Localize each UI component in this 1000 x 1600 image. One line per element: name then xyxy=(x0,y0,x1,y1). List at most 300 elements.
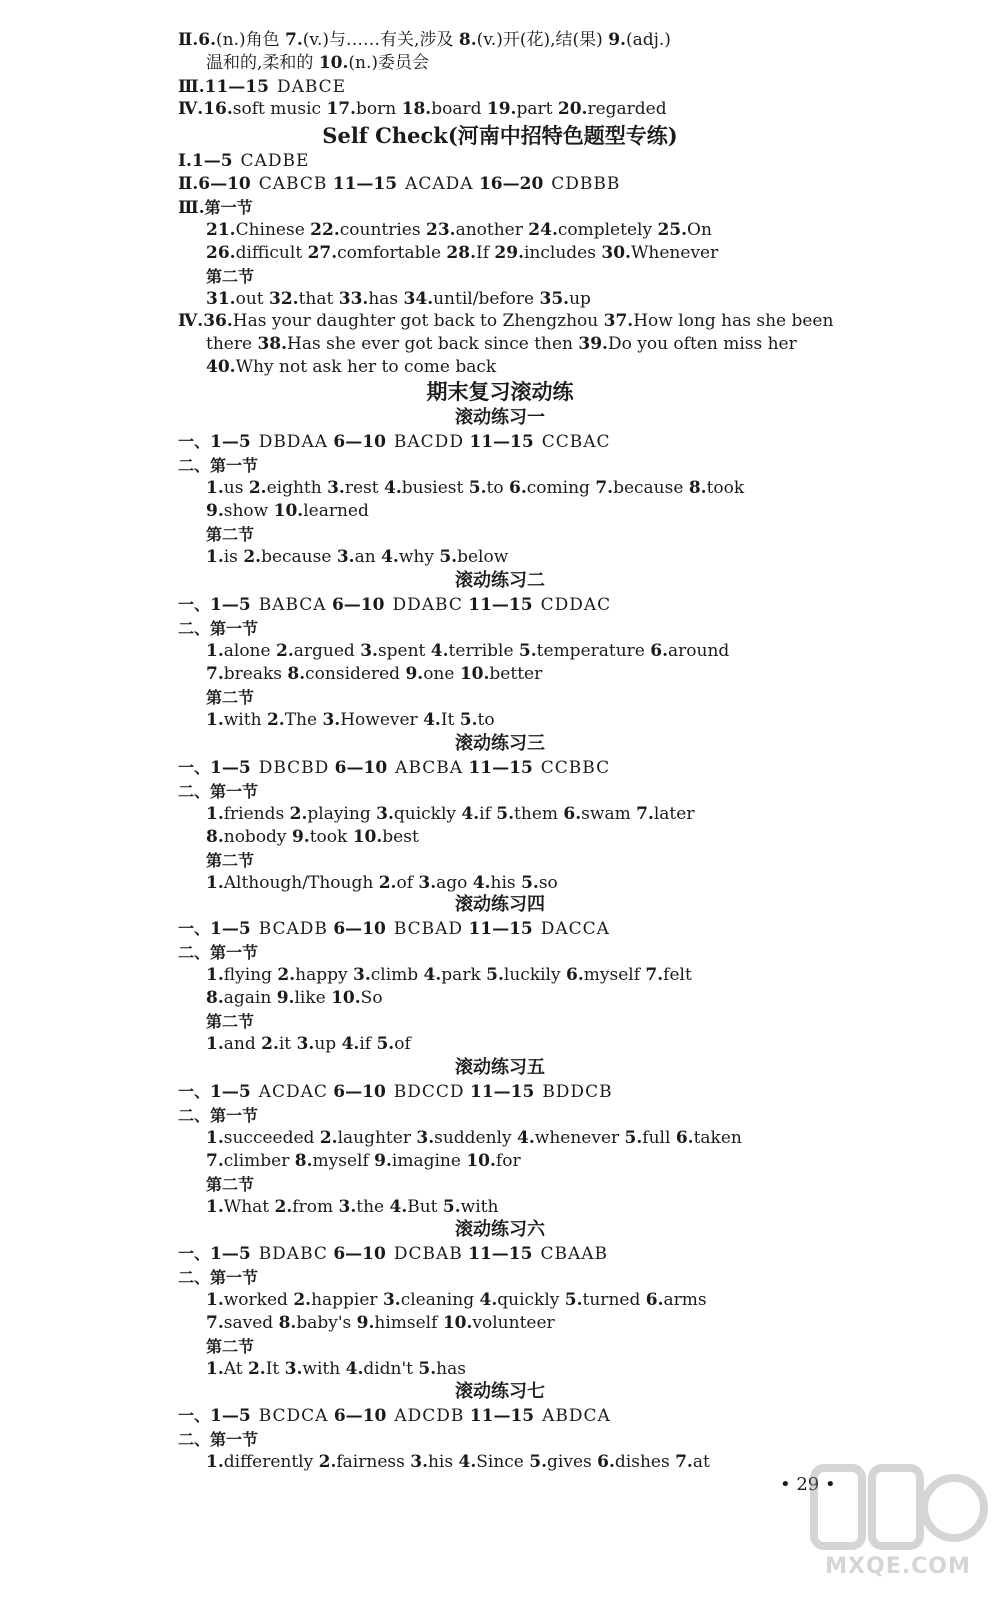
answer-line xyxy=(0,872,1000,895)
item-number: 22. xyxy=(310,220,340,240)
item-number: 2. xyxy=(275,641,294,661)
section-label: 二、第一节 xyxy=(178,456,259,475)
item-number: 11—15 xyxy=(332,174,398,194)
answer-text: the xyxy=(356,1197,390,1217)
answer-text: suddenly xyxy=(434,1128,518,1148)
item-number: 8. xyxy=(294,1151,313,1171)
item-number: 9. xyxy=(405,664,424,684)
item-number: 19. xyxy=(486,99,517,119)
item-number: 9. xyxy=(206,501,224,521)
answer-text: quickly xyxy=(497,1290,565,1310)
item-number: 1. xyxy=(206,478,224,498)
choice-answers: ADCDB xyxy=(394,1406,465,1426)
item-number: 3. xyxy=(382,1290,401,1310)
part-number: Ⅲ. xyxy=(178,198,205,218)
answer-text: The xyxy=(284,710,323,730)
item-number: 34. xyxy=(403,289,434,309)
item-number: 8. xyxy=(688,478,707,498)
answer-text: out xyxy=(235,289,269,309)
item-number: 1. xyxy=(206,873,224,893)
item-number: 4. xyxy=(345,1359,364,1379)
answer-line xyxy=(0,219,1000,242)
answer-text: his xyxy=(427,1452,459,1472)
item-number: 9. xyxy=(276,988,295,1008)
item-number: 11—15 xyxy=(469,1406,535,1426)
answer-line xyxy=(0,964,1000,987)
choice-answers: DABCE xyxy=(276,77,347,97)
answer-text: countries xyxy=(339,220,426,240)
answer-text: show xyxy=(223,501,274,521)
answer-text: So xyxy=(360,988,383,1008)
item-number: 2. xyxy=(378,873,397,893)
item-number: 1—5 xyxy=(210,595,251,615)
section-label: 第二节 xyxy=(206,1175,255,1194)
item-number: 3. xyxy=(322,710,341,730)
answer-line xyxy=(0,242,1000,265)
item-number: 4. xyxy=(458,1452,477,1472)
item-number: 37. xyxy=(603,311,634,331)
answer-text: luckily xyxy=(503,965,566,985)
section-label: 第二节 xyxy=(206,1012,255,1031)
answer-text: born xyxy=(356,99,402,119)
item-number: 4. xyxy=(430,641,449,661)
answer-text: playing xyxy=(307,804,377,824)
answer-text: imagine xyxy=(391,1151,467,1171)
choice-answers: BABCA xyxy=(258,595,327,615)
answer-line xyxy=(0,546,1000,569)
item-number: 1. xyxy=(206,1128,224,1148)
section-label: 一、 xyxy=(178,595,211,614)
answer-line xyxy=(0,640,1000,663)
answer-text: It xyxy=(440,710,460,730)
answer-text: temperature xyxy=(536,641,651,661)
answer-text: like xyxy=(294,988,332,1008)
answer-text: (n.)角色 xyxy=(216,30,286,50)
answer-text: climb xyxy=(370,965,424,985)
choice-answers: CABCB xyxy=(258,174,328,194)
answer-text: his xyxy=(490,873,522,893)
item-number: 8. xyxy=(206,988,224,1008)
answer-line xyxy=(0,1150,1000,1173)
answer-text: On xyxy=(687,220,712,240)
section-heading: 滚动练习五 xyxy=(455,1057,545,1078)
item-number: 8. xyxy=(458,30,477,50)
answer-text: so xyxy=(538,873,558,893)
answer-text: spent xyxy=(377,641,431,661)
answer-text: (adj.) xyxy=(625,30,671,50)
item-number: 2. xyxy=(289,804,308,824)
answer-line xyxy=(0,173,1000,196)
answer-text: from xyxy=(292,1197,339,1217)
item-number: 2. xyxy=(243,547,262,567)
choice-answers: BDDCB xyxy=(542,1082,613,1102)
item-number: 7. xyxy=(675,1452,693,1472)
answer-text: argued xyxy=(293,641,361,661)
item-number: 1. xyxy=(206,1197,224,1217)
answer-text: swam xyxy=(581,804,637,824)
answer-line xyxy=(0,987,1000,1010)
item-number: 27. xyxy=(307,243,338,263)
item-number: 3. xyxy=(410,1452,428,1472)
answer-line xyxy=(0,310,1000,333)
section-label: 二、第一节 xyxy=(178,1106,259,1125)
answer-text: rest xyxy=(344,478,384,498)
item-number: 4. xyxy=(381,547,399,567)
item-number: 5. xyxy=(439,547,458,567)
answer-text: later xyxy=(653,804,695,824)
answer-text: again xyxy=(223,988,277,1008)
part-number: Ⅳ. xyxy=(178,99,204,119)
answer-text: eighth xyxy=(266,478,328,498)
choice-answers: CCBBC xyxy=(540,758,611,778)
item-number: 5. xyxy=(529,1452,548,1472)
section-label: 二、第一节 xyxy=(178,1430,259,1449)
item-number: 6. xyxy=(566,965,584,985)
answer-line xyxy=(0,756,1000,780)
answer-line xyxy=(0,1010,1000,1034)
item-number: 6. xyxy=(198,30,216,50)
choice-answers: BDCCD xyxy=(393,1082,465,1102)
answer-line xyxy=(0,430,1000,454)
part-number: Ⅳ. xyxy=(178,311,204,331)
answer-text: nobody xyxy=(223,827,292,847)
answer-text: soft music xyxy=(232,99,327,119)
item-number: 23. xyxy=(426,220,456,240)
item-number: 1—5 xyxy=(210,758,251,778)
answer-line xyxy=(0,1104,1000,1128)
item-number: 38. xyxy=(257,334,288,354)
answer-line xyxy=(0,803,1000,826)
answer-text: Whenever xyxy=(630,243,719,263)
item-number: 3. xyxy=(416,1128,435,1148)
answer-text: learned xyxy=(303,501,369,521)
item-number: 2. xyxy=(293,1290,312,1310)
answer-text: board xyxy=(431,99,487,119)
answer-text: felt xyxy=(663,965,692,985)
answer-text: breaks xyxy=(223,664,288,684)
answer-text: around xyxy=(668,641,730,661)
answer-text: busiest xyxy=(401,478,469,498)
answer-text: there xyxy=(206,334,258,354)
choice-answers: CADBE xyxy=(240,151,310,171)
answer-text: until/before xyxy=(433,289,540,309)
answer-text: saved xyxy=(223,1313,279,1333)
answer-text: didn't xyxy=(363,1359,419,1379)
answer-text: How long has she been xyxy=(633,311,834,331)
answer-text: an xyxy=(354,547,382,567)
answer-text: with xyxy=(460,1197,499,1217)
answer-text: of xyxy=(396,873,419,893)
item-number: 2. xyxy=(318,1452,337,1472)
answer-text: But xyxy=(407,1197,443,1217)
choice-answers: DBDAA xyxy=(258,432,328,452)
answer-text: why xyxy=(398,547,440,567)
answer-text: one xyxy=(423,664,460,684)
answer-text: that xyxy=(298,289,339,309)
section-label: 二、第一节 xyxy=(178,1268,259,1287)
item-number: 1—5 xyxy=(210,1406,251,1426)
choice-answers: ACADA xyxy=(405,174,474,194)
answer-line xyxy=(0,150,1000,173)
answer-line xyxy=(0,98,1000,121)
answer-text: of xyxy=(394,1034,411,1054)
item-number: 10. xyxy=(442,1313,473,1333)
item-number: 31. xyxy=(206,289,236,309)
item-number: 36. xyxy=(203,311,233,331)
answer-line xyxy=(0,686,1000,710)
item-number: 11—15 xyxy=(468,1244,533,1264)
item-number: 2. xyxy=(319,1128,338,1148)
answer-text: park xyxy=(441,965,487,985)
watermark-logo-icon xyxy=(808,1458,988,1558)
item-number: 2. xyxy=(248,478,267,498)
answer-text: 温和的,柔和的 xyxy=(206,53,319,73)
answer-text: completely xyxy=(557,220,658,240)
item-number: 1—5 xyxy=(210,919,251,939)
item-number: 28. xyxy=(446,243,476,263)
answer-line xyxy=(0,617,1000,641)
item-number: 16—20 xyxy=(478,174,544,194)
choice-answers: BCBAD xyxy=(393,919,464,939)
answer-line xyxy=(0,265,1000,289)
item-number: 40. xyxy=(206,357,236,377)
item-number: 3. xyxy=(360,641,378,661)
choice-answers: CBAAB xyxy=(540,1244,608,1264)
answer-text: (n.)委员会 xyxy=(348,53,430,73)
answer-text: myself xyxy=(583,965,646,985)
answer-line xyxy=(0,826,1000,849)
item-number: 3. xyxy=(376,804,394,824)
item-number: 1. xyxy=(206,1452,224,1472)
answer-line xyxy=(0,1289,1000,1312)
answer-line xyxy=(0,29,1000,52)
item-number: 5. xyxy=(459,710,478,730)
choice-answers: DDABC xyxy=(392,595,463,615)
item-number: 2. xyxy=(261,1034,279,1054)
item-number: 3. xyxy=(296,1034,315,1054)
answer-line xyxy=(0,333,1000,356)
section-label: 二、第一节 xyxy=(178,782,259,801)
item-number: 7. xyxy=(285,30,303,50)
item-number: 24. xyxy=(528,220,558,240)
section-label: 一、 xyxy=(178,1244,211,1263)
answer-text: has xyxy=(436,1359,466,1379)
answer-line xyxy=(0,196,1000,220)
item-number: 1. xyxy=(206,1034,224,1054)
answer-text: has xyxy=(368,289,404,309)
item-number: 2. xyxy=(277,965,296,985)
item-number: 8. xyxy=(278,1313,297,1333)
answer-text: difficult xyxy=(235,243,308,263)
item-number: 32. xyxy=(269,289,299,309)
answer-text: best xyxy=(382,827,419,847)
item-number: 20. xyxy=(557,99,588,119)
item-number: 2. xyxy=(247,1359,266,1379)
answer-text: if xyxy=(359,1034,377,1054)
item-number: 4. xyxy=(423,965,442,985)
item-number: 4. xyxy=(384,478,402,498)
answer-text: Chinese xyxy=(235,220,311,240)
answer-line xyxy=(0,1080,1000,1104)
answer-text: comfortable xyxy=(337,243,447,263)
answer-text: below xyxy=(457,547,509,567)
answer-line xyxy=(0,663,1000,686)
item-number: 8. xyxy=(206,827,224,847)
section-label: 一、 xyxy=(178,432,211,451)
item-number: 5. xyxy=(624,1128,643,1148)
item-number: 8. xyxy=(287,664,306,684)
item-number: 30. xyxy=(601,243,631,263)
answer-text: at xyxy=(692,1452,710,1472)
item-number: 5. xyxy=(518,641,537,661)
item-number: 6. xyxy=(650,641,669,661)
answer-text: differently xyxy=(223,1452,319,1472)
answer-line xyxy=(0,1428,1000,1452)
choice-answers: CDDAC xyxy=(540,595,612,615)
item-number: 4. xyxy=(517,1128,535,1148)
answer-text: (v.)开(花),结(果) xyxy=(476,30,609,50)
answer-text: worked xyxy=(223,1290,294,1310)
choice-answers: DCBAB xyxy=(393,1244,463,1264)
answer-text: turned xyxy=(582,1290,646,1310)
section-heading: 期末复习滚动练 xyxy=(426,379,574,404)
item-number: 2. xyxy=(274,1197,293,1217)
item-number: 1—5 xyxy=(210,432,251,452)
item-number: 1. xyxy=(206,804,224,824)
section-heading: 滚动练习一 xyxy=(455,407,545,428)
item-number: 5. xyxy=(468,478,487,498)
answer-line xyxy=(0,454,1000,478)
answer-line xyxy=(0,477,1000,500)
item-number: 3. xyxy=(336,547,355,567)
item-number: 5. xyxy=(496,804,515,824)
answer-text: part xyxy=(516,99,558,119)
answer-line xyxy=(0,1404,1000,1428)
answer-line xyxy=(0,917,1000,941)
answer-text: ago xyxy=(436,873,473,893)
watermark-text: MXQE.COM xyxy=(825,1554,971,1579)
item-number: 1. xyxy=(206,547,224,567)
item-number: 10. xyxy=(273,501,304,521)
part-number: Ⅲ. xyxy=(178,77,205,97)
section-label: 一、 xyxy=(178,758,211,777)
answer-line xyxy=(0,1196,1000,1219)
item-number: 10. xyxy=(331,988,361,1008)
answer-text: because xyxy=(613,478,689,498)
item-number: 10. xyxy=(466,1151,496,1171)
answer-text: up xyxy=(314,1034,342,1054)
answer-text: took xyxy=(706,478,745,498)
item-number: 11—15 xyxy=(468,919,533,939)
answer-text: It xyxy=(265,1359,285,1379)
item-number: 7. xyxy=(645,965,664,985)
answer-text: What xyxy=(223,1197,275,1217)
answer-text: If xyxy=(476,243,495,263)
answer-text: Why not ask her to come back xyxy=(235,357,497,377)
answer-text: to xyxy=(486,478,509,498)
answer-text: another xyxy=(455,220,529,240)
item-number: 5. xyxy=(376,1034,395,1054)
item-number: 17. xyxy=(326,99,357,119)
answer-text: cleaning xyxy=(400,1290,480,1310)
section-label: 第二节 xyxy=(206,525,255,544)
item-number: 11—15 xyxy=(468,595,533,615)
answer-text: himself xyxy=(374,1313,443,1333)
answer-line xyxy=(0,52,1000,75)
answer-text: myself xyxy=(312,1151,375,1171)
item-number: 39. xyxy=(578,334,608,354)
item-number: 6—10 xyxy=(333,1082,386,1102)
item-number: 3. xyxy=(338,1197,357,1217)
item-number: 21. xyxy=(206,220,236,240)
item-number: 6. xyxy=(675,1128,694,1148)
part-number: Ⅱ. xyxy=(178,30,199,50)
item-number: 3. xyxy=(284,1359,303,1379)
item-number: 2. xyxy=(266,710,285,730)
item-number: 6. xyxy=(645,1290,664,1310)
answer-text: Do you often miss her xyxy=(607,334,797,354)
item-number: 11—15 xyxy=(204,77,269,97)
item-number: 1. xyxy=(206,965,224,985)
answer-text: and xyxy=(223,1034,262,1054)
item-number: 3. xyxy=(418,873,437,893)
item-number: 1. xyxy=(206,641,224,661)
section-heading: 滚动练习四 xyxy=(455,894,545,915)
section-label: 第二节 xyxy=(206,267,255,286)
answer-line xyxy=(0,500,1000,523)
choice-answers: CCBAC xyxy=(541,432,611,452)
item-number: 26. xyxy=(206,243,236,263)
item-number: 6. xyxy=(563,804,582,824)
answer-text: alone xyxy=(223,641,276,661)
answer-line xyxy=(0,1358,1000,1381)
item-number: 5. xyxy=(521,873,539,893)
answer-text: includes xyxy=(524,243,602,263)
answer-line xyxy=(0,76,1000,99)
answer-text: fairness xyxy=(336,1452,411,1472)
answer-line xyxy=(0,1242,1000,1266)
answer-text: climber xyxy=(223,1151,295,1171)
answer-text: laughter xyxy=(337,1128,417,1148)
item-number: 3. xyxy=(327,478,345,498)
answer-text: with xyxy=(223,710,267,730)
section-label: 第一节 xyxy=(204,198,253,217)
item-number: 6—10 xyxy=(333,1244,386,1264)
answer-text: up xyxy=(569,289,591,309)
answer-text: At xyxy=(223,1359,248,1379)
answer-text: us xyxy=(223,478,249,498)
item-number: 9. xyxy=(608,30,626,50)
item-number: 5. xyxy=(418,1359,437,1379)
item-number: 29. xyxy=(494,243,524,263)
item-number: 4. xyxy=(423,710,441,730)
section-label: 一、 xyxy=(178,1082,211,1101)
item-number: 33. xyxy=(338,289,369,309)
answer-text: because xyxy=(261,547,337,567)
answer-text: terrible xyxy=(448,641,519,661)
answer-line xyxy=(0,593,1000,617)
item-number: 6—10 xyxy=(333,432,386,452)
item-number: 6—10 xyxy=(333,1406,387,1426)
choice-answers: CDBBB xyxy=(551,174,621,194)
section-label: 二、第一节 xyxy=(178,943,259,962)
section-heading: 滚动练习二 xyxy=(455,570,545,591)
choice-answers: ABCBA xyxy=(395,758,464,778)
item-number: 6—10 xyxy=(333,919,386,939)
answer-text: with xyxy=(302,1359,346,1379)
choice-answers: BCDCA xyxy=(258,1406,329,1426)
item-number: 16. xyxy=(203,99,233,119)
